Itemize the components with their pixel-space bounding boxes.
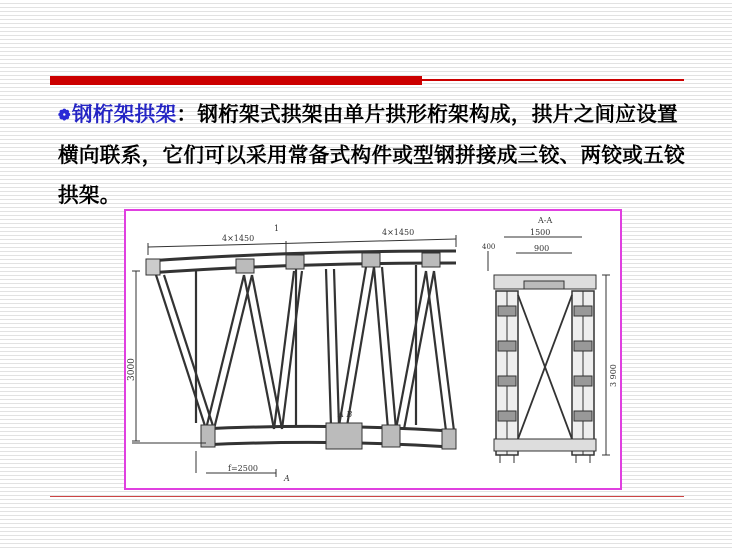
flower-bullet-icon: ❁: [58, 106, 71, 124]
body-paragraph: [58, 94, 690, 215]
title-rule-thin: [422, 79, 684, 81]
arrow-label: A: [284, 474, 290, 483]
height-label: 3000: [127, 358, 137, 381]
dim-top-right: 4×1450: [382, 228, 415, 237]
truss-figure: [124, 209, 622, 490]
section-mark-ab: A B: [338, 410, 353, 419]
title-rule: [50, 76, 422, 85]
truss-drawing: [126, 211, 620, 488]
elevation-view: [132, 235, 456, 477]
term-highlight: 钢桁架拱架: [71, 102, 177, 126]
section-view: [488, 237, 610, 463]
section-dim-inner: 900: [534, 244, 550, 253]
bottom-dim: f=2500: [228, 464, 259, 473]
body-text: 钢桁架式拱架由单片拱形桁架构成，拱片之间应设置横向联系，它们可以采用常备式构件或型钢拼接成三铰、两铰或五铰拱架。: [58, 102, 685, 207]
section-dim-outer: 1500: [530, 228, 551, 237]
section-height-label: 3 900: [609, 364, 618, 387]
term-colon: ：: [176, 102, 198, 126]
section-mark-top: 1: [274, 224, 280, 233]
section-dim-left: 400: [482, 243, 496, 251]
footer-rule: [50, 496, 684, 497]
section-title: A-A: [538, 216, 553, 225]
dim-top-left: 4×1450: [222, 234, 255, 243]
